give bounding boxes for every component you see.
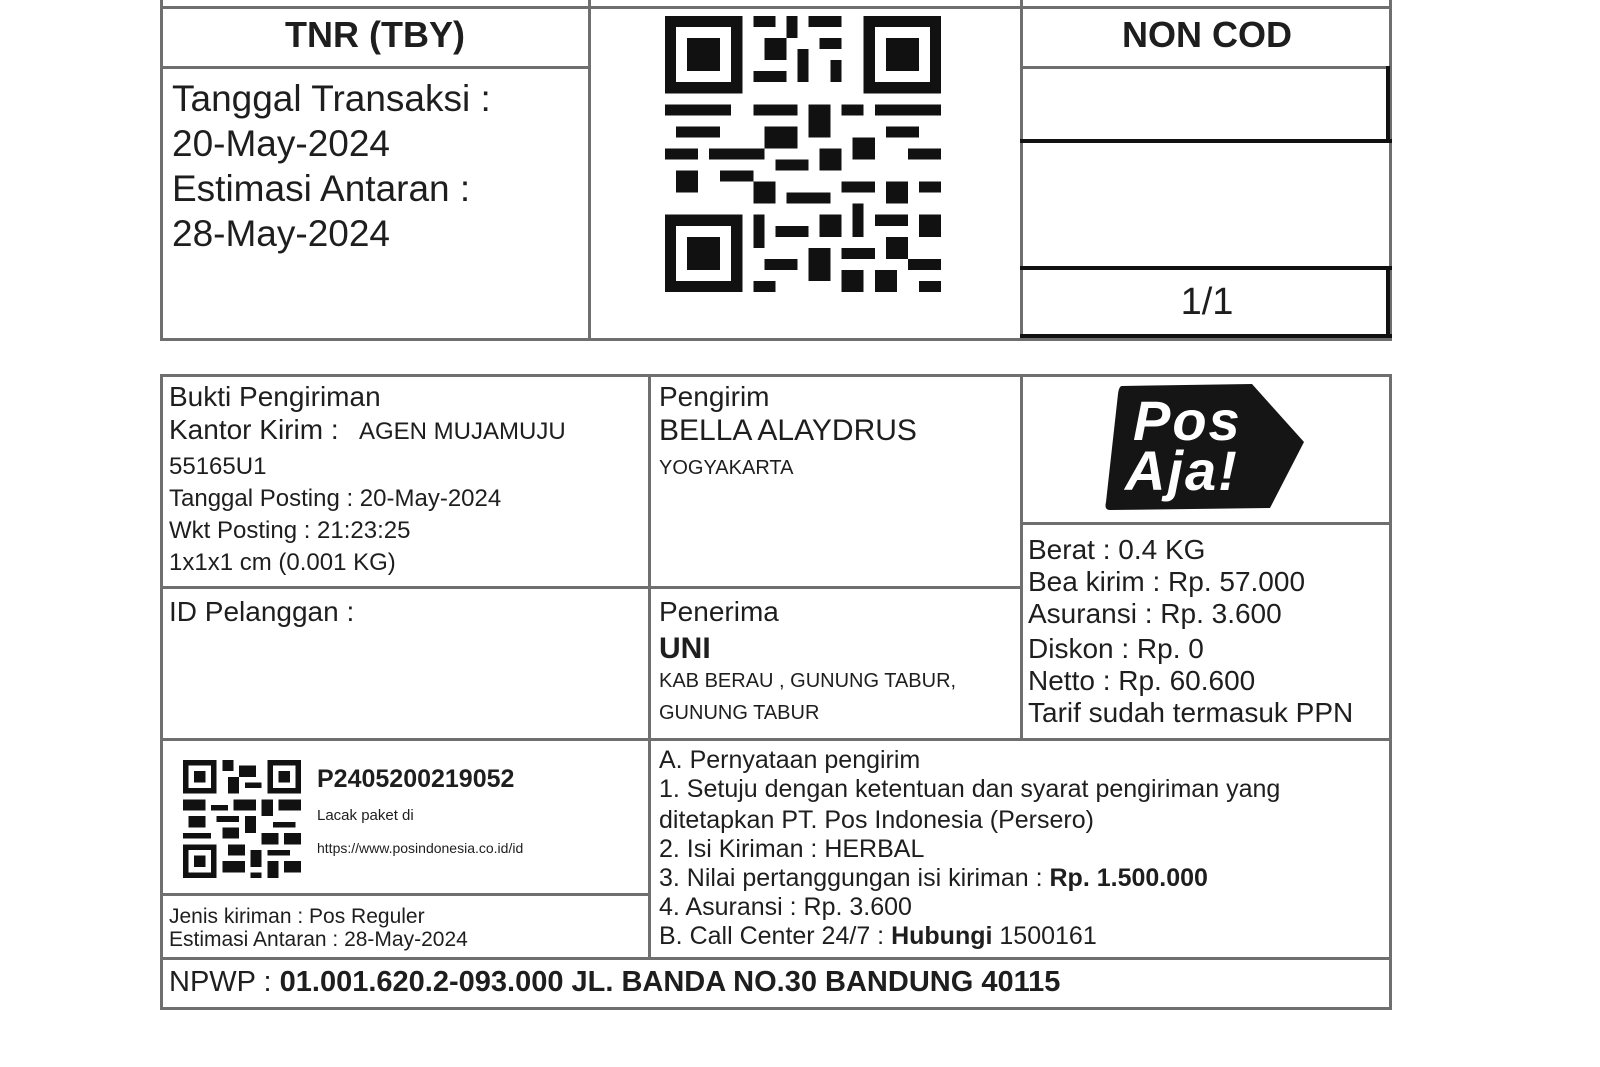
top-section [160,0,1392,341]
track-text: Lacak paket di [317,807,414,824]
piece-count: 1/1 [1180,281,1234,323]
shipment-estimate: Estimasi Antaran : 28-May-2024 [169,928,468,951]
posting-time: Wkt Posting : 21:23:25 [169,517,411,544]
npwp-line [169,966,1060,999]
qr-code-icon [665,16,941,292]
statement-line4-value: Rp. 1.500.000 [1049,864,1208,892]
tax-note: Tarif sudah termasuk PPN [1028,697,1354,728]
shipment-type: Jenis kiriman : Pos Reguler [169,905,425,928]
sender-city: YOGYAKARTA [659,457,794,479]
statement-line6 [659,922,1097,951]
proof-title: Bukti Pengiriman [169,381,381,412]
tracking-qr-icon [183,760,301,878]
logo-line1: Pos [1133,389,1242,452]
npwp-label: NPWP : [169,966,272,998]
statement-line4-prefix: 3. Nilai pertanggungan isi kiriman : [659,864,1043,892]
statement-line3: 2. Isi Kiriman : HERBAL [659,835,925,863]
estimate-date: 28-May-2024 [172,213,391,254]
receiver-label: Penerima [659,596,779,627]
transaction-date: 20-May-2024 [172,123,391,164]
shipping-cost: Bea kirim : Rp. 57.000 [1028,566,1306,597]
statement-line6-prefix: B. Call Center 24/7 : [659,922,885,950]
net-cost: Netto : Rp. 60.600 [1028,665,1256,696]
office-value: AGEN MUJAMUJU [359,418,566,445]
statement-line6-bold: Hubungi [891,922,993,950]
receiver-address-line2: GUNUNG TABUR [659,702,820,724]
office-label: Kantor Kirim : [169,414,339,445]
service-code: TNR (TBY) [285,14,465,55]
tracking-number: P2405200219052 [317,765,515,793]
weight: Berat : 0.4 KG [1028,534,1206,565]
shipping-label [160,374,1392,1010]
customer-id-label: ID Pelanggan : [169,596,355,627]
npwp-value: 01.001.620.2-093.000 JL. BANDA NO.30 BANDUNG 40115 [279,966,1061,998]
statement-line1: 1. Setuju dengan ketentuan dan syarat pengiriman yang [659,775,1281,803]
statement-title: A. Pernyataan pengirim [659,746,921,774]
receiver-address-line1: KAB BERAU , GUNUNG TABUR, [659,670,957,692]
statement-line5: 4. Asuransi : Rp. 3.600 [659,893,912,921]
cod-status: NON COD [1122,14,1292,55]
office-code: 55165U1 [169,453,267,480]
logo-line2: Aja! [1125,439,1239,502]
dimensions: 1x1x1 cm (0.001 KG) [169,549,396,576]
statement-line6-number: 1500161 [999,922,1097,950]
statement-line2: ditetapkan PT. Pos Indonesia (Persero) [659,806,1094,834]
statement-line4 [659,864,1208,893]
posting-date: Tanggal Posting : 20-May-2024 [169,485,502,512]
sender-name: BELLA ALAYDRUS [659,414,917,447]
sender-label: Pengirim [659,381,770,412]
transaction-date-label: Tanggal Transaksi : [172,78,491,119]
estimate-label: Estimasi Antaran : [172,168,471,209]
receiver-name: UNI [659,632,711,665]
insurance-cost: Asuransi : Rp. 3.600 [1028,598,1282,629]
discount: Diskon : Rp. 0 [1028,633,1204,664]
track-url[interactable]: https://www.posindonesia.co.id/id [317,840,524,856]
